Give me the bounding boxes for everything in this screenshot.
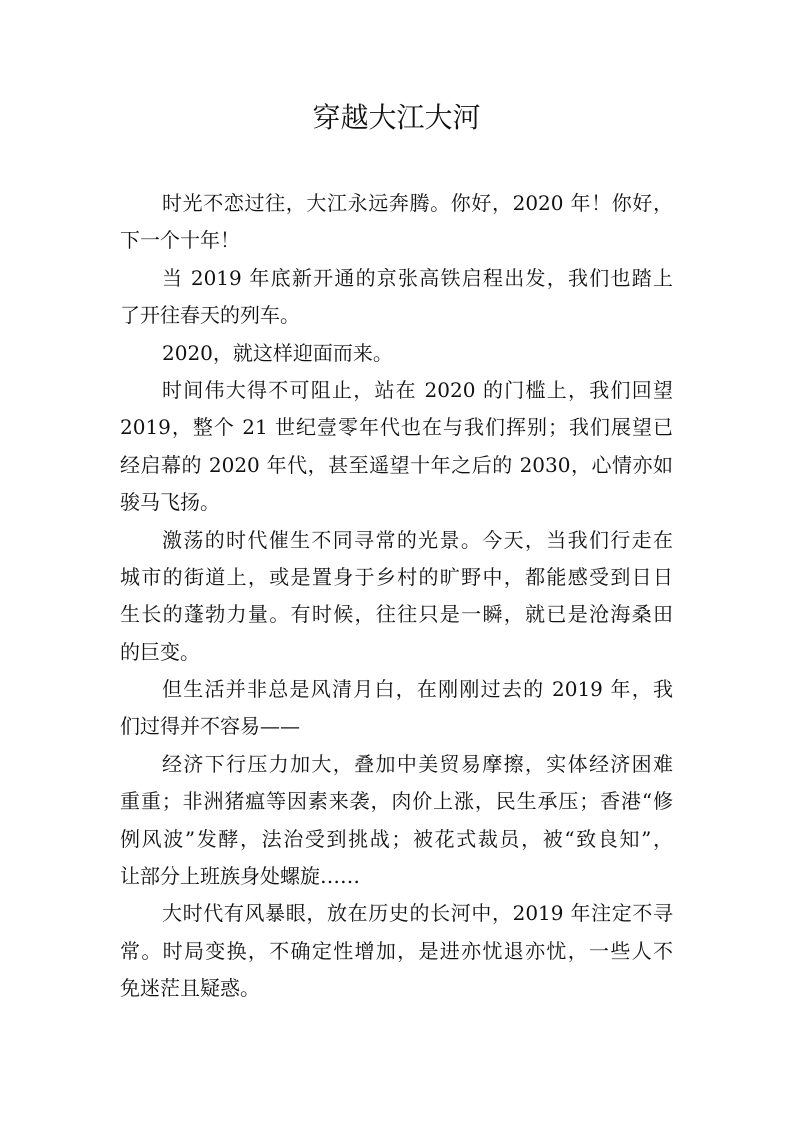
paragraph	[120, 372, 673, 522]
paragraph-line: 2019，整个 21 世纪壹零年代也在与我们挥别；我们展望已	[120, 415, 673, 440]
paragraph-line: 免迷茫且疑惑。	[120, 976, 260, 1001]
paragraph-line: 例风波”发酵，法治受到挑战；被花式裁员，被“致良知”，	[120, 826, 673, 851]
paragraph	[120, 185, 673, 260]
paragraph-line: 经济下行压力加大，叠加中美贸易摩擦，实体经济困难	[162, 751, 673, 776]
paragraph-line: 但生活并非总是风清月白，在刚刚过去的 2019 年，我	[162, 677, 673, 702]
paragraph-line: 激荡的时代催生不同寻常的光景。今天，当我们行走在	[162, 527, 673, 552]
paragraph-line: 常。时局变换，不确定性增加，是进亦忧退亦忧，一些人不	[120, 938, 673, 963]
paragraph-line: 重重；非洲猪瘟等因素来袭，肉价上涨，民生承压；香港“修	[120, 789, 673, 814]
paragraph	[120, 335, 673, 372]
paragraph-line: 让部分上班族身处螺旋……	[120, 864, 360, 889]
paragraph-line: 下一个十年！	[120, 228, 240, 253]
document-title: 穿越大江大河	[312, 101, 481, 134]
paragraph	[120, 671, 673, 746]
paragraph-line: 2020，就这样迎面而来。	[162, 340, 393, 365]
paragraph-line: 当 2019 年底新开通的京张高铁启程出发，我们也踏上	[162, 265, 673, 290]
paragraph-line: 时间伟大得不可阻止，站在 2020 的门槛上，我们回望	[162, 377, 673, 402]
paragraph-line: 了开往春天的列车。	[120, 303, 300, 328]
paragraph-line: 城市的街道上，或是置身于乡村的旷野中，都能感受到日日	[120, 564, 673, 589]
paragraph	[120, 522, 673, 672]
paragraph-line: 的巨变。	[120, 639, 200, 664]
paragraph-line: 时光不恋过往，大江永远奔腾。你好，2020 年！你好，	[162, 191, 673, 215]
paragraph-line: 们过得并不容易——	[120, 714, 300, 739]
paragraph-line: 经启幕的 2020 年代，甚至遥望十年之后的 2030，心情亦如	[120, 452, 673, 477]
paragraph	[120, 260, 673, 335]
paragraph-line: 大时代有风暴眼，放在历史的长河中，2019 年注定不寻	[162, 901, 673, 926]
paragraph	[120, 895, 673, 1007]
paragraph-line: 骏马飞扬。	[120, 490, 220, 515]
paragraph-line: 生长的蓬勃力量。有时候，往往只是一瞬，就已是沧海桑田	[120, 602, 673, 627]
paragraph	[120, 746, 673, 896]
document-body	[120, 185, 673, 1008]
